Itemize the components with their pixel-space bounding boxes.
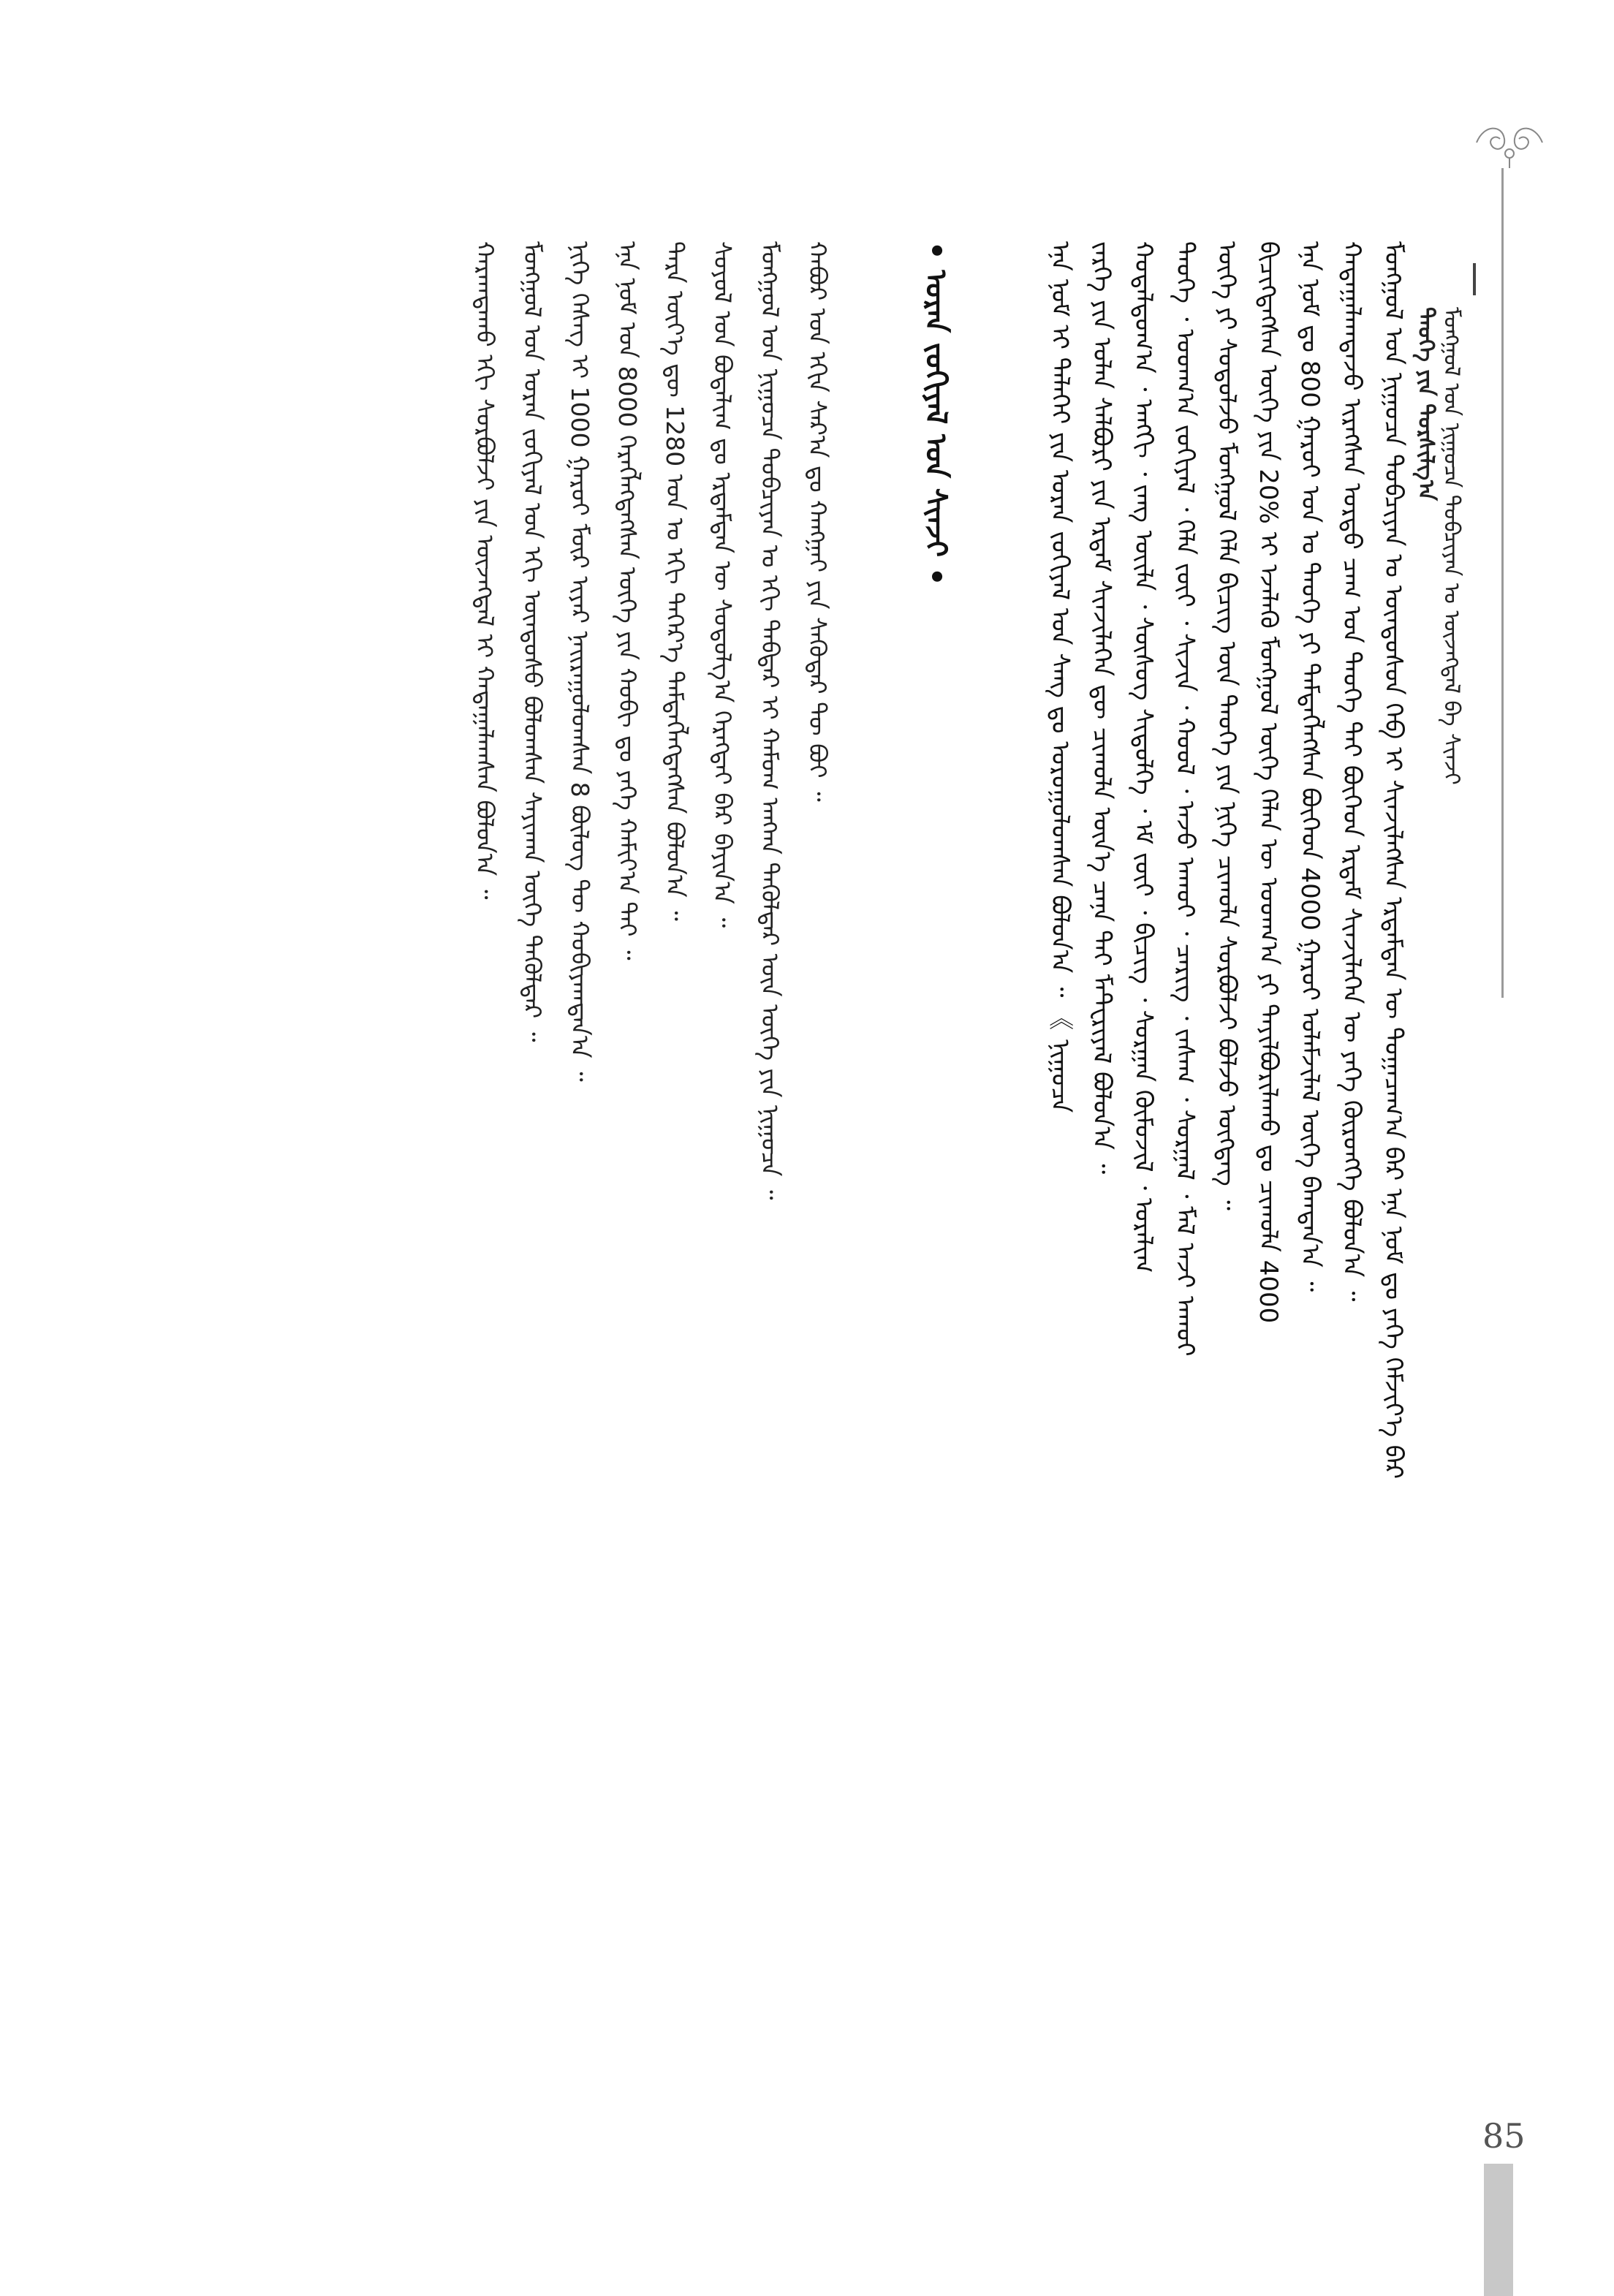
running-header-subtitle: ᠲᠡᠦᠬᠡ ᠶᠢᠨ ᠲᠤᠷᠰᠢᠯᠭ᠎ᠠ [1413, 307, 1439, 501]
poem-line: ᠨᠢᠭᠡ ᠬᠡᠰᠡᠭ ᠢ 1000 ᠭᠠᠷᠤᠢ ᠮᠥᠷ ᠢᠶᠡᠷ ᠨᠠᠢᠷᠠᠭᠤᠯᠤᠭᠰᠠᠨ 8 ᠪᠦᠯᠦᠭ ᠲᠦ ᠬᠤᠪᠢᠶᠠᠭᠳᠠᠨ᠎ᠠ ᠃ [566, 241, 594, 1082]
body-column: ᠲᠡᠦᠬᠡ ᠂ ᠤᠳᠬ᠎ᠠ ᠵᠣᠬᠢᠶᠠᠯ ᠂ ᠬᠡᠯᠡ ᠵᠦᠢ ᠂ ᠰᠢᠵᠢᠨ ᠂ ᠬᠣᠣᠯ ᠂ ᠠᠵᠤ ᠠᠬᠤᠢ ᠂ ᠴᠡᠷᠢᠭ ᠂ ᠵᠠᠰᠠᠭ ᠂ ᠰᠤᠷᠭᠠᠯ ᠂ ᠮᠠᠯ ᠠᠵᠢ ᠠᠬᠤᠢ [1170, 241, 1200, 1357]
body-column: ᠵᠡᠷᠭᠡ ᠶᠢᠨ ᠣᠯᠠᠨ ᠰᠠᠯᠪᠤᠷᠢ ᠶᠢᠨ ᠡᠷᠳᠡᠮ ᠰᠢᠨᠵᠢᠯᠡᠭᠡᠨ ᠳᠦ ᠴᠢᠬᠤᠯᠠ ᠦᠨ᠎ᠡ ᠴᠡᠨᠡ ᠲᠠᠢ ᠮᠠᠲ᠋ᠧᠷᠢᠶᠠᠯ ᠪᠣᠯᠤᠨ᠎ᠠ ᠃ [1087, 241, 1116, 1175]
poem-line: ᠰᠣᠶᠣᠯ ᠤᠨ ᠪᠣᠲᠠᠯᠢᠭ ᠳᠤ ᠡᠷᠳᠡᠮᠲᠡᠨ ᠦ ᠰᠤᠳᠤᠯᠭ᠎ᠠ ᠬᠡᠷᠡᠭᠲᠡᠢ ᠪᠡᠷ ᠪᠠᠶᠢᠨ᠎ᠠ ᠃ [708, 241, 737, 928]
body-column: ᠦᠭᠡ ᠶᠢ ᠰᠤᠳᠤᠯᠵᠤ ᠮᠣᠩᠭᠣᠯ ᠬᠡᠯᠡ ᠪᠢᠴᠢᠭ ᠦᠨ ᠲᠡᠦᠬᠡ ᠶᠢᠨ ᠨᠢᠭᠡ ᠴᠢᠬᠤᠯᠠ ᠰᠤᠷᠪᠤᠯᠵᠢ ᠪᠣᠯᠵᠤ ᠥᠭᠳᠡᠭ ᠃ [1212, 241, 1241, 1210]
poem-line: ᠲᠡᠷᠡ ᠦᠶ᠎ᠡ ᠳᠦ 1280 ᠣᠨ ᠤ ᠡᠬᠢ ᠳᠡᠭᠡᠷ᠎ᠡ ᠲᠡᠮᠳᠡᠭᠯᠡᠭᠳᠡᠭᠰᠡᠨ ᠪᠣᠯᠤᠨ᠎ᠠ ᠃ [661, 241, 689, 921]
body-column: ᠡᠨᠡ ᠨᠣᠮ ᠢ ᠳᠡᠯᠡᠬᠡᠢ ᠶᠢᠨ ᠤᠷᠠᠨ ᠵᠣᠬᠢᠶᠠᠯ ᠤᠨ ᠰᠠᠩ ᠳᠤ ᠣᠷᠣᠭᠤᠯᠤᠭᠰᠠᠨ ᠪᠣᠯᠤᠨ᠎ᠠ ᠃ 《 ᠨᠢᠭᠤᠴᠠ [1045, 241, 1075, 1113]
page-number: 85 [1482, 2116, 1526, 2156]
poem-line: ᠮᠣᠩᠭᠣᠯ ᠤᠨ ᠨᠢᠭᠤᠴᠠ ᠲᠣᠪᠴᠢᠶᠠᠨ ᠤ ᠡᠬᠢ ᠳᠡᠪᠲᠡᠷ ᠢ ᠬᠠᠮᠤᠭ ᠠᠩᠬᠠ ᠲᠡᠭᠦᠯᠳᠡᠷ ᠦᠨ ᠦᠭᠡ ᠶᠢᠨ ᠨᠢᠭᠤᠴᠠ ᠃ [756, 241, 784, 1200]
body-column: ᠪᠢᠴᠢᠭᠳᠡᠭᠰᠡᠨ ᠦᠭᠡ ᠶᠢᠨ 20% ᠢ ᠡᠵᠡᠯᠡᠬᠦ ᠮᠣᠩᠭᠣᠯ ᠦᠭᠡ ᠬᠡᠯᠡᠨ ᠦ ᠤᠳᠬ᠎ᠠ ᠶᠢ ᠲᠠᠶᠢᠯᠪᠤᠷᠢᠯᠠᠬᠤ ᠳᠤ ᠴᠢᠬᠤᠯᠠ 4000 [1254, 241, 1283, 1324]
poem-line: ᠡᠨᠡ ᠨᠣᠮ ᠤᠨ 8000 ᠬᠡᠷᠡᠭᠯᠡᠭᠳᠡᠭᠰᠡᠨ ᠦᠭᠡ ᠶᠢᠨ ᠬᠣᠪᠢ ᠳᠤ ᠶᠡᠬᠡ ᠬᠠᠮᠢᠶ᠎ᠠ ᠲᠠᠢ ᠃ [613, 241, 642, 961]
poem-line: ᠬᠠᠷᠠᠭᠳᠠᠬᠤ ᠡᠬᠢ ᠰᠤᠷᠪᠤᠯᠵᠢ ᠶᠢᠨ ᠦᠵᠡᠭᠳᠡᠯ ᠢ ᠬᠠᠳᠠᠭᠠᠯᠠᠭᠰᠠᠨ ᠪᠣᠯᠤᠨ᠎ᠠ ᠃ [471, 241, 499, 900]
header-ornament-icon [1469, 117, 1550, 168]
body-column: ᠡᠨᠡ ᠨᠣᠮ ᠳᠤ 800 ᠭᠠᠷᠤᠢ ᠣᠨ ᠤ ᠲᠡᠦᠬᠡ ᠶᠢ ᠲᠡᠮᠳᠡᠭᠯᠡᠭᠰᠡᠨ ᠪᠥᠭᠡᠳ 4000 ᠭᠠᠷᠤᠢ ᠤᠯᠠᠮᠵᠢᠯᠠᠯ ᠦᠭᠡ ᠪᠠᠭᠲᠠᠨ᠎ᠠ ᠃ [1295, 241, 1325, 1292]
page-edge-tab [1484, 2164, 1513, 2296]
poem-line: ᠮᠣᠩᠭᠣᠯ ᠤᠨ ᠤᠷᠠᠨ ᠵᠣᠬᠢᠶᠠᠯ ᠤᠨ ᠡᠬᠢ ᠦᠨᠳᠦᠰᠦ ᠪᠣᠯᠤᠭᠰᠠᠨ ᠰᠠᠶᠢᠬᠠᠨ ᠦᠭᠡ ᠲᠡᠭᠦᠯᠳᠡᠷ ᠃ [518, 241, 547, 1042]
running-header-dash [1473, 263, 1476, 295]
body-column: ᠮᠣᠩᠭᠣᠯ ᠤᠨ ᠨᠢᠭᠤᠴᠠ ᠲᠣᠪᠴᠢᠶᠠᠨ ᠤ ᠦᠨᠳᠦᠰᠦᠨ ᠬᠡᠪ ᠢ ᠰᠢᠨᠵᠢᠯᠡᠭᠰᠡᠨ ᠡᠷᠳᠡᠮᠲᠡᠨ ᠦ ᠲᠣᠭᠠᠴᠠᠭ᠎ᠠ ᠪᠡᠷ ᠡᠨᠡ ᠨᠣᠮ ᠳᠤ ᠶᠡᠬᠡ ᠬᠡᠮᠵᠢᠶ᠎ᠡ ᠪᠡᠷ [1379, 241, 1408, 1479]
body-column: ᠬᠣᠳᠠᠯᠳᠤᠭ᠎ᠠ ᠂ ᠠᠩᠭᠢ ᠂ ᠵᠠᠩ ᠦᠢᠯᠡ ᠂ ᠰᠦᠰᠦᠭ ᠰᠢᠲᠦᠯᠭᠡ ᠂ ᠡᠮ ᠵᠦᠢ ᠂ ᠪᠢᠴᠢᠭ ᠂ ᠰᠤᠷᠭᠠᠨ ᠬᠦᠮᠦᠵᠢᠯ ᠂ ᠤᠷᠠᠯᠢᠭ [1129, 241, 1158, 1273]
running-header-title: ᠮᠣᠩᠭᠣᠯ ᠤᠨ ᠨᠢᠭᠤᠴᠠ ᠲᠣᠪᠴᠢᠶᠠᠨ ᠤ ᠦᠵᠡᠭᠳᠡᠯ ᠪᠠ ᠰᠢᠨᠵᠢ [1439, 307, 1464, 785]
header-rule [1501, 168, 1504, 998]
section-heading: • ᠤᠷᠠᠨ ᠵᠣᠬᠢᠶᠠᠯ ᠤᠨ ᠰᠢᠨᠵᠢ • [919, 241, 952, 586]
poem-line: ᠬᠠᠪᠤᠷ ᠤᠨ ᠡᠬᠢᠨ ᠰᠠᠷ᠎ᠠ ᠳᠤ ᠬᠠᠩᠭᠠᠢ ᠶᠢᠨ ᠰᠡᠭᠦᠳᠡᠷ ᠲᠦ ᠪᠤᠢ ᠃ [803, 241, 832, 802]
body-column: ᠬᠠᠳᠠᠭᠠᠯᠠᠭᠳᠠᠵᠤ ᠢᠷᠡᠭᠰᠡᠨ ᠤᠷᠲᠤ ᠴᠠᠭ ᠤᠨ ᠲᠡᠦᠬᠡ ᠲᠠᠢ ᠪᠥᠭᠡᠳ ᠡᠷᠳᠡᠮ ᠰᠢᠨᠵᠢᠯᠡᠭᠡᠨ ᠦ ᠶᠡᠬᠡ ᠬᠥᠷᠥᠩᠭᠡ ᠪᠣᠯᠤᠨ᠎ᠠ ᠃ [1337, 241, 1366, 1302]
